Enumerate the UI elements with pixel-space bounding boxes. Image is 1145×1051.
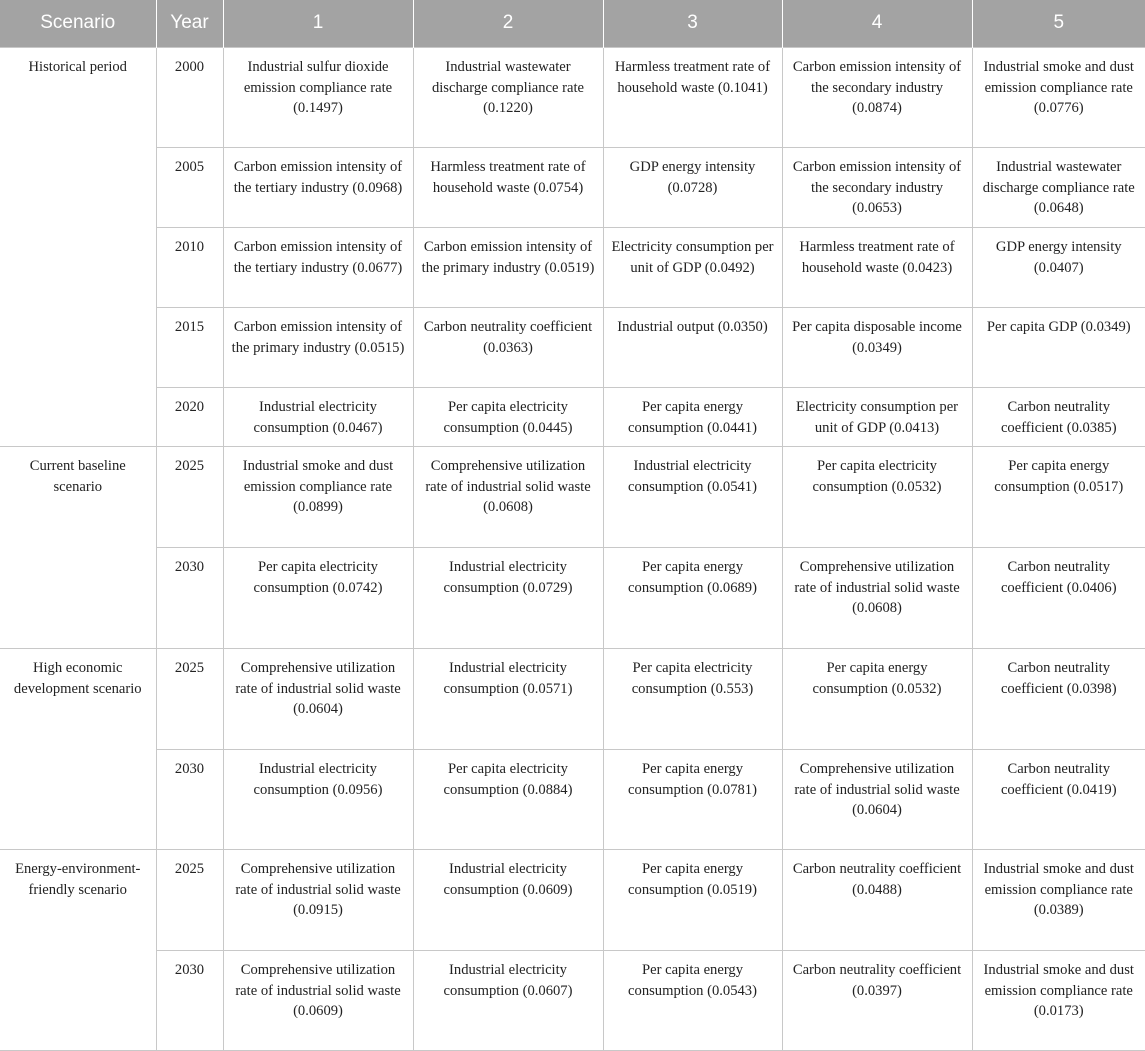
scenario-cell: Current baseline scenario [0, 447, 156, 649]
table-body [0, 48, 1145, 1051]
table-cell: Harmless treatment rate of household waste (0.0423) [782, 228, 972, 308]
table-cell: Per capita energy consumption (0.0519) [603, 850, 782, 951]
table-cell: Per capita energy consumption (0.0532) [782, 649, 972, 750]
scenario-cell: Historical period [0, 48, 156, 447]
year-cell: 2010 [156, 228, 223, 308]
table-cell: Comprehensive utilization rate of industrial solid waste (0.0604) [782, 750, 972, 850]
table-cell: Industrial wastewater discharge compliance rate (0.1220) [413, 48, 603, 148]
table-cell: Industrial electricity consumption (0.0541) [603, 447, 782, 548]
table-row [0, 548, 1145, 649]
table-cell: Carbon emission intensity of the secondary industry (0.0874) [782, 48, 972, 148]
table-cell: Industrial smoke and dust emission compliance rate (0.0389) [972, 850, 1145, 951]
table-cell: Industrial output (0.0350) [603, 308, 782, 388]
table-row [0, 388, 1145, 447]
table-cell: Carbon emission intensity of the secondary industry (0.0653) [782, 148, 972, 228]
table-cell: Industrial electricity consumption (0.0607) [413, 951, 603, 1051]
year-cell: 2025 [156, 649, 223, 750]
year-cell: 2025 [156, 447, 223, 548]
table-cell: Industrial electricity consumption (0.0729) [413, 548, 603, 649]
table-cell: Electricity consumption per unit of GDP (0.0413) [782, 388, 972, 447]
table-cell: Per capita electricity consumption (0.0445) [413, 388, 603, 447]
table-cell: Per capita disposable income (0.0349) [782, 308, 972, 388]
table-row [0, 228, 1145, 308]
table-cell: Carbon emission intensity of the primary industry (0.0515) [223, 308, 413, 388]
table-cell: Industrial electricity consumption (0.0609) [413, 850, 603, 951]
table-row [0, 951, 1145, 1051]
table-cell: Per capita GDP (0.0349) [972, 308, 1145, 388]
table-cell: Per capita electricity consumption (0.0532) [782, 447, 972, 548]
table-header [0, 0, 1145, 48]
table-cell: Industrial wastewater discharge compliance rate (0.0648) [972, 148, 1145, 228]
table-cell: Harmless treatment rate of household waste (0.0754) [413, 148, 603, 228]
table-cell: Industrial electricity consumption (0.0571) [413, 649, 603, 750]
table-row [0, 750, 1145, 850]
table-row [0, 649, 1145, 750]
table-cell: Industrial smoke and dust emission compliance rate (0.0776) [972, 48, 1145, 148]
table-cell: GDP energy intensity (0.0728) [603, 148, 782, 228]
table-cell: Carbon emission intensity of the primary industry (0.0519) [413, 228, 603, 308]
year-cell: 2015 [156, 308, 223, 388]
table-cell: Comprehensive utilization rate of industrial solid waste (0.0608) [782, 548, 972, 649]
header-year: Year [156, 0, 223, 48]
table-row [0, 308, 1145, 388]
header-row [0, 0, 1145, 48]
table-cell: Carbon neutrality coefficient (0.0406) [972, 548, 1145, 649]
table-cell: Per capita electricity consumption (0.0742) [223, 548, 413, 649]
table-cell: Carbon neutrality coefficient (0.0363) [413, 308, 603, 388]
table-row [0, 148, 1145, 228]
table-cell: Carbon neutrality coefficient (0.0397) [782, 951, 972, 1051]
year-cell: 2030 [156, 548, 223, 649]
table-cell: GDP energy intensity (0.0407) [972, 228, 1145, 308]
scenario-cell: Energy-environment-friendly scenario [0, 850, 156, 1051]
year-cell: 2005 [156, 148, 223, 228]
table-cell: Per capita energy consumption (0.0781) [603, 750, 782, 850]
table-cell: Comprehensive utilization rate of industrial solid waste (0.0604) [223, 649, 413, 750]
header-rank-5: 5 [972, 0, 1145, 48]
scenario-cell: High economic development scenario [0, 649, 156, 850]
table-cell: Per capita electricity consumption (0.553) [603, 649, 782, 750]
table-cell: Per capita energy consumption (0.0517) [972, 447, 1145, 548]
year-cell: 2000 [156, 48, 223, 148]
header-scenario: Scenario [0, 0, 156, 48]
year-cell: 2020 [156, 388, 223, 447]
table-cell: Industrial smoke and dust emission compliance rate (0.0899) [223, 447, 413, 548]
header-rank-3: 3 [603, 0, 782, 48]
table-cell: Carbon neutrality coefficient (0.0488) [782, 850, 972, 951]
year-cell: 2030 [156, 750, 223, 850]
header-rank-4: 4 [782, 0, 972, 48]
table-cell: Per capita energy consumption (0.0689) [603, 548, 782, 649]
table-cell: Carbon neutrality coefficient (0.0398) [972, 649, 1145, 750]
header-rank-2: 2 [413, 0, 603, 48]
table-cell: Carbon emission intensity of the tertiary industry (0.0968) [223, 148, 413, 228]
table-cell: Per capita energy consumption (0.0543) [603, 951, 782, 1051]
table-cell: Comprehensive utilization rate of industrial solid waste (0.0608) [413, 447, 603, 548]
table-row [0, 850, 1145, 951]
header-rank-1: 1 [223, 0, 413, 48]
table-cell: Industrial electricity consumption (0.0467) [223, 388, 413, 447]
table-cell: Harmless treatment rate of household waste (0.1041) [603, 48, 782, 148]
table-row [0, 48, 1145, 148]
table-cell: Carbon neutrality coefficient (0.0419) [972, 750, 1145, 850]
table-cell: Industrial electricity consumption (0.0956) [223, 750, 413, 850]
year-cell: 2025 [156, 850, 223, 951]
table-cell: Comprehensive utilization rate of industrial solid waste (0.0915) [223, 850, 413, 951]
table-row [0, 447, 1145, 548]
table-cell: Electricity consumption per unit of GDP (0.0492) [603, 228, 782, 308]
table-cell: Comprehensive utilization rate of industrial solid waste (0.0609) [223, 951, 413, 1051]
table-cell: Industrial smoke and dust emission compliance rate (0.0173) [972, 951, 1145, 1051]
table-cell: Carbon emission intensity of the tertiary industry (0.0677) [223, 228, 413, 308]
year-cell: 2030 [156, 951, 223, 1051]
table-cell: Per capita energy consumption (0.0441) [603, 388, 782, 447]
table-cell: Carbon neutrality coefficient (0.0385) [972, 388, 1145, 447]
table-cell: Industrial sulfur dioxide emission compliance rate (0.1497) [223, 48, 413, 148]
table-cell: Per capita electricity consumption (0.0884) [413, 750, 603, 850]
